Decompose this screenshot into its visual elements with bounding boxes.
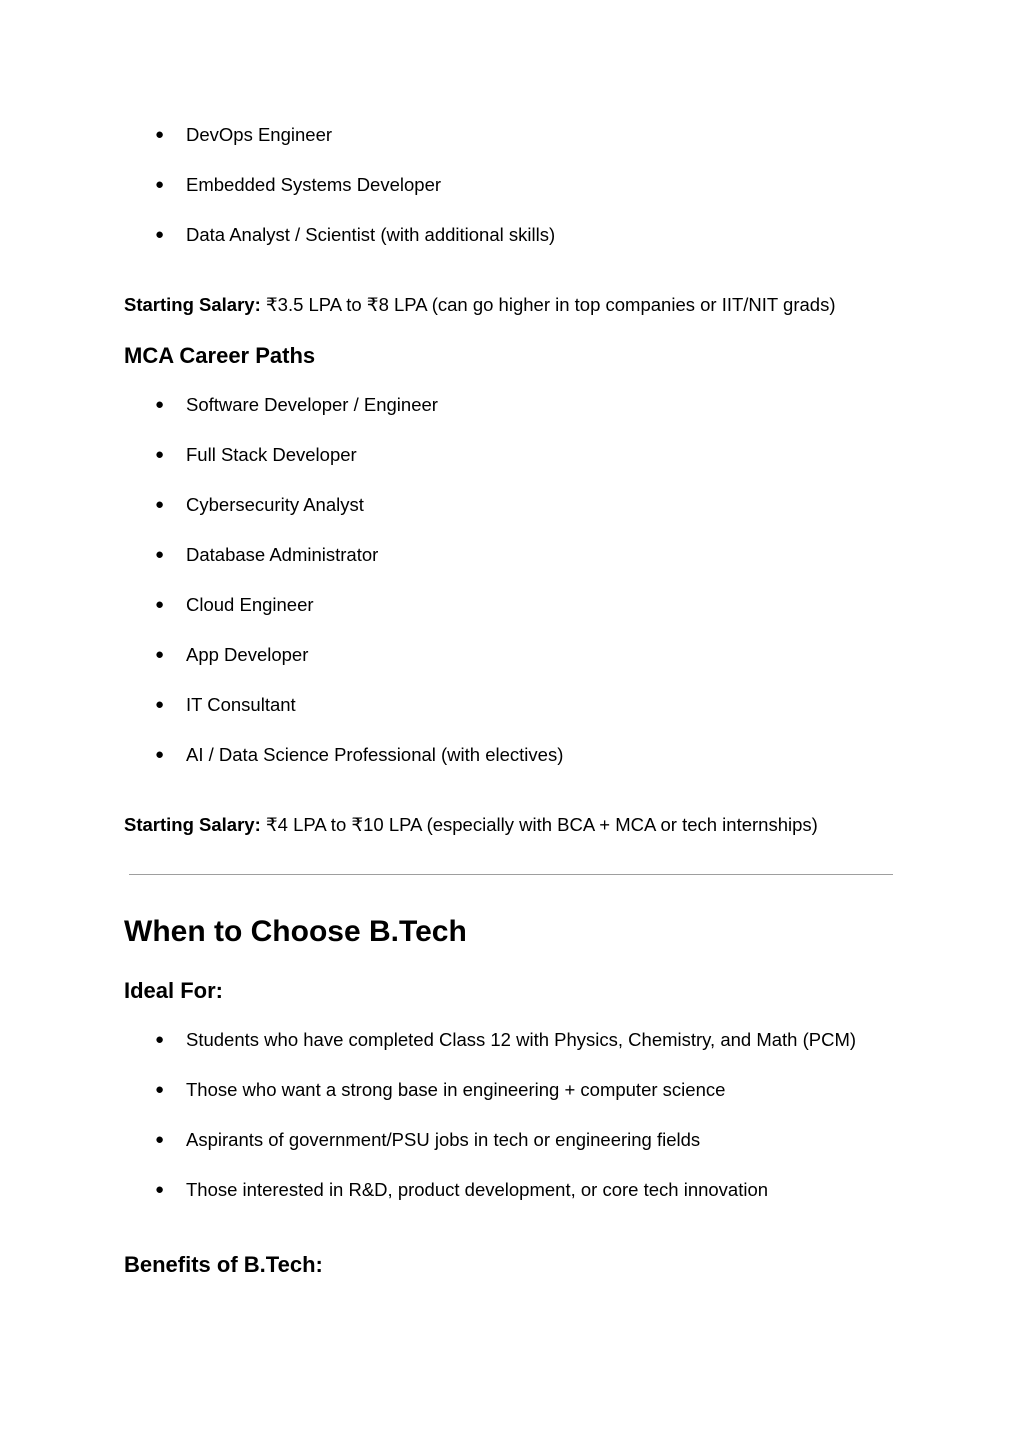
bullet-icon: ● [155,696,165,713]
list-item-text: Database Administrator [186,544,379,565]
benefits-heading: Benefits of B.Tech: [124,1252,323,1277]
bullet-icon: ● [155,126,165,143]
bullet-icon: ● [155,226,165,243]
ideal-for-heading: Ideal For: [124,978,224,1003]
list-item-text: Cybersecurity Analyst [186,494,364,515]
list-item-text: Software Developer / Engineer [186,394,438,415]
list-item-text: Cloud Engineer [186,594,314,615]
list-item-text: Those who want a strong base in engineering + computer science [186,1079,726,1100]
mca-career-heading: MCA Career Paths [124,343,316,368]
salary-value: ₹3.5 LPA to ₹8 LPA (can go higher in top companies or IIT/NIT grads) [260,294,836,315]
list-item-text: Data Analyst / Scientist (with additional skills) [186,224,556,245]
bullet-icon: ● [155,1131,165,1148]
mca-starting-salary [124,813,818,837]
list-item-text: App Developer [186,644,309,665]
bullet-icon: ● [155,176,165,193]
bullet-icon: ● [155,496,165,513]
list-item-text: Aspirants of government/PSU jobs in tech or engineering fields [186,1129,701,1150]
bullet-icon: ● [155,1081,165,1098]
bullet-icon: ● [155,546,165,563]
bullet-icon: ● [155,596,165,613]
bullet-icon: ● [155,446,165,463]
bullet-icon: ● [155,396,165,413]
list-item-text: AI / Data Science Professional (with electives) [186,744,564,765]
list-item-text: IT Consultant [186,694,296,715]
list-item-text: Those interested in R&D, product development, or core tech innovation [186,1179,769,1200]
list-item-text: Students who have completed Class 12 with Physics, Chemistry, and Math (PCM) [186,1029,857,1050]
list-item-text: Embedded Systems Developer [186,174,442,195]
bullet-icon: ● [155,646,165,663]
bullet-icon: ● [155,1031,165,1048]
list-item-text: DevOps Engineer [186,124,333,145]
horizontal-divider [129,874,893,875]
salary-value: ₹4 LPA to ₹10 LPA (especially with BCA + MCA or tech internships) [260,814,818,835]
list-item-text: Full Stack Developer [186,444,357,465]
bullet-icon: ● [155,1181,165,1198]
section-heading: When to Choose B.Tech [124,915,467,948]
bullet-icon: ● [155,746,165,763]
salary-label: Starting Salary: [124,294,261,315]
btech-starting-salary [124,293,835,317]
salary-label: Starting Salary: [124,814,261,835]
